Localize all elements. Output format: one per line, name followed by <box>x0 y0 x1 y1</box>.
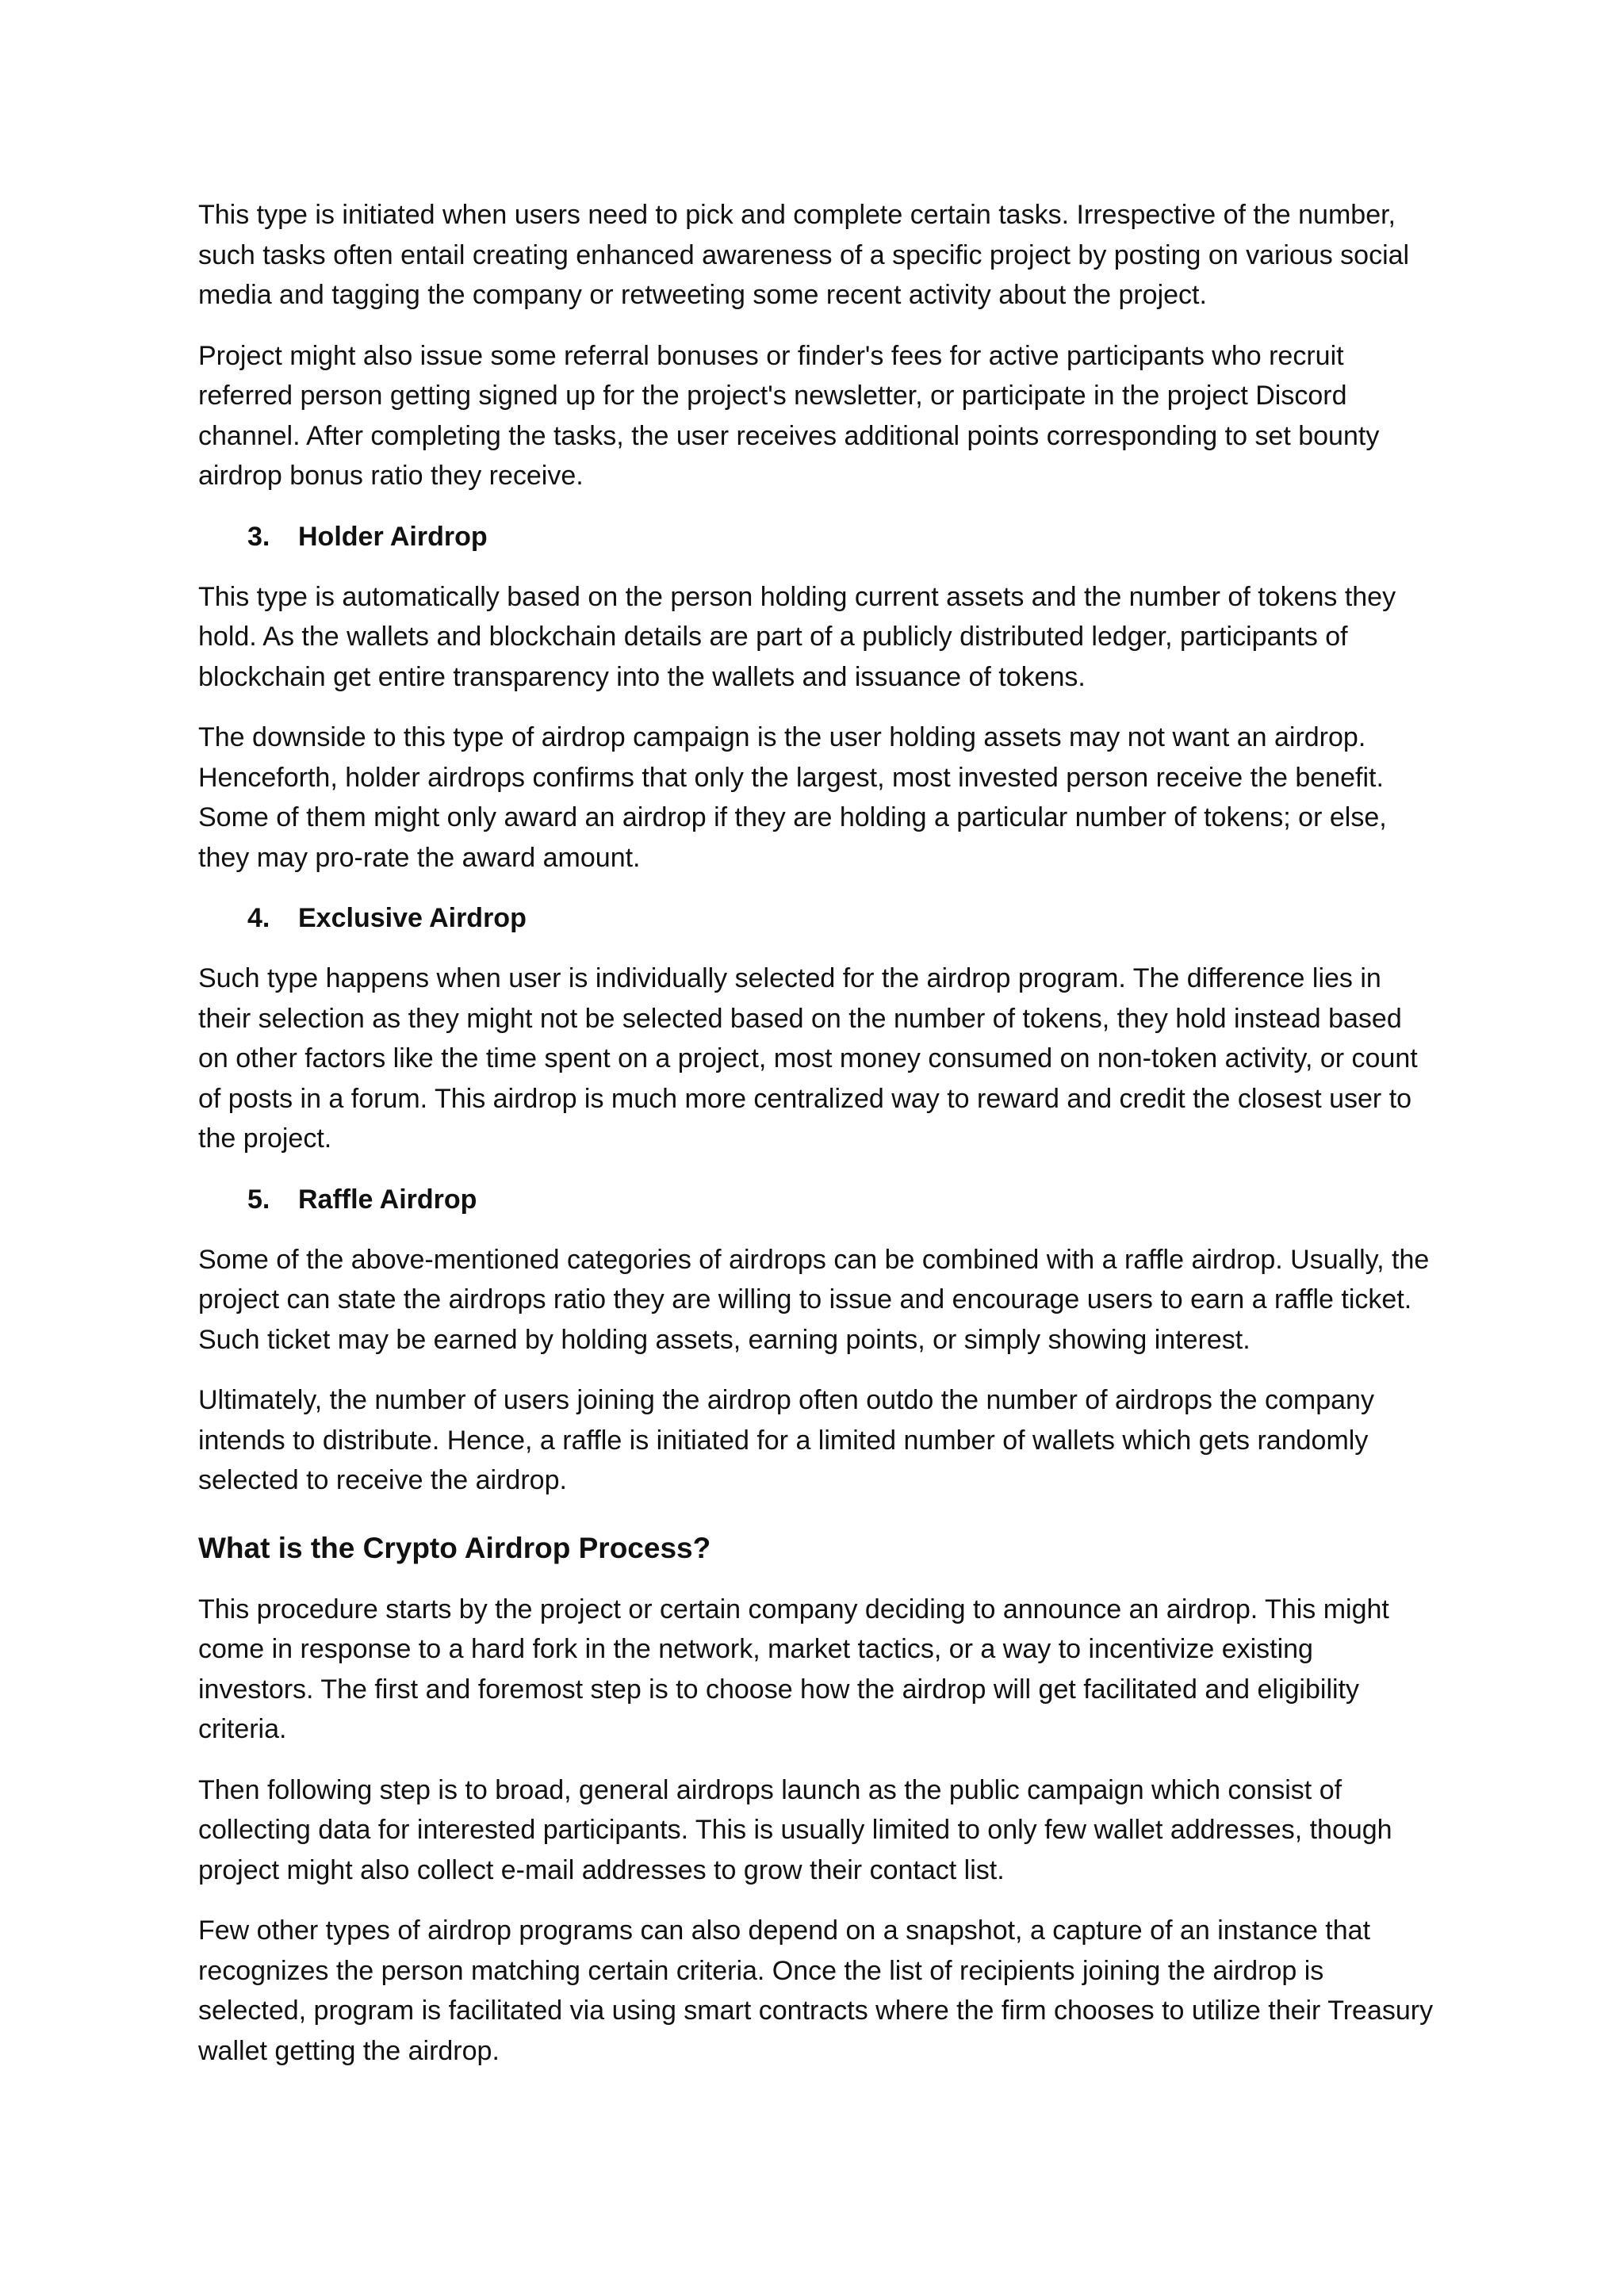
heading-number: 5. <box>247 1184 270 1215</box>
paragraph-process-campaign: Then following step is to broad, general airdrops launch as the public campaign which consist of collecting data for interested participants. This is usually limited to only few wallet addresses, though project might also collect e-mail addresses to grow their contact list. <box>198 1774 1392 1885</box>
paragraph-task-airdrop-referral: Project might also issue some referral bonuses or finder's fees for active participants who recruit referred person getting signed up for the project's newsletter, or participate in the project Discord channel. After completing the tasks, the user receives additional points corresponding to set bounty airdrop bonus ratio they receive. <box>198 340 1380 491</box>
paragraph-raffle-airdrop-selection: Ultimately, the number of users joining the airdrop often outdo the number of airdrops the company intends to distribute. Hence, a raffle is initiated for a limited number of wallets which gets randomly selected to receive the airdrop. <box>198 1385 1374 1495</box>
paragraph-task-airdrop-intro: This type is initiated when users need to pick and complete certain tasks. Irrespective of the number, such tasks often entail creating enhanced awareness of a specific project by posting on various social media and tagging the company or retweeting some recent activity about the project. <box>198 200 1410 310</box>
heading-label: Exclusive Airdrop <box>298 903 527 933</box>
paragraph-raffle-airdrop-intro: Some of the above-mentioned categories of airdrops can be combined with a raffle airdrop. Usually, the project can state the airdrops ratio they are willing to issue and encourage users to earn a raffle ticket. Such ticket may be earned by holding assets, earning points, or simply showing interest. <box>198 1244 1430 1355</box>
paragraph-process-start: This procedure starts by the project or certain company deciding to announce an airdrop. This might come in response to a hard fork in the network, market tactics, or a way to incentivize existing investors. The first and foremost step is to choose how the airdrop will get facilitated and eligibility criteria. <box>198 1594 1389 1744</box>
paragraph-process-snapshot: Few other types of airdrop programs can also depend on a snapshot, a capture of an instance that recognizes the person matching certain criteria. Once the list of recipients joining the airdrop is selected, program is facilitated via using smart contracts where the firm chooses to utilize their Treasury wallet getting the airdrop. <box>198 1915 1434 2066</box>
heading-crypto-airdrop-process: What is the Crypto Airdrop Process? <box>198 1531 711 1564</box>
paragraph-holder-airdrop-downside: The downside to this type of airdrop campaign is the user holding assets may not want an airdrop. Henceforth, holder airdrops confirms that only the largest, most invested person receive the benefit. Some of them might only award an airdrop if they are holding a particular number of tokens; or else, they may pro-rate the award amount. <box>198 722 1387 873</box>
document-page <box>198 195 1435 2091</box>
heading-label: Raffle Airdrop <box>298 1184 477 1215</box>
heading-raffle-airdrop <box>198 1180 1435 1219</box>
heading-number: 3. <box>247 521 270 552</box>
heading-holder-airdrop <box>198 517 1435 557</box>
heading-label: Holder Airdrop <box>298 521 488 552</box>
paragraph-holder-airdrop-intro: This type is automatically based on the person holding current assets and the number of tokens they hold. As the wallets and blockchain details are part of a publicly distributed ledger, participants of blockchain get entire transparency into the wallets and issuance of tokens. <box>198 581 1396 692</box>
paragraph-exclusive-airdrop: Such type happens when user is individually selected for the airdrop program. The difference lies in their selection as they might not be selected based on the number of tokens, they hold instead based on other factors like the time spent on a project, most money consumed on non-token activity, or count of posts in a forum. This airdrop is much more centralized way to reward and credit the closest user to the project. <box>198 963 1418 1154</box>
heading-exclusive-airdrop <box>198 898 1435 938</box>
heading-number: 4. <box>247 903 270 933</box>
